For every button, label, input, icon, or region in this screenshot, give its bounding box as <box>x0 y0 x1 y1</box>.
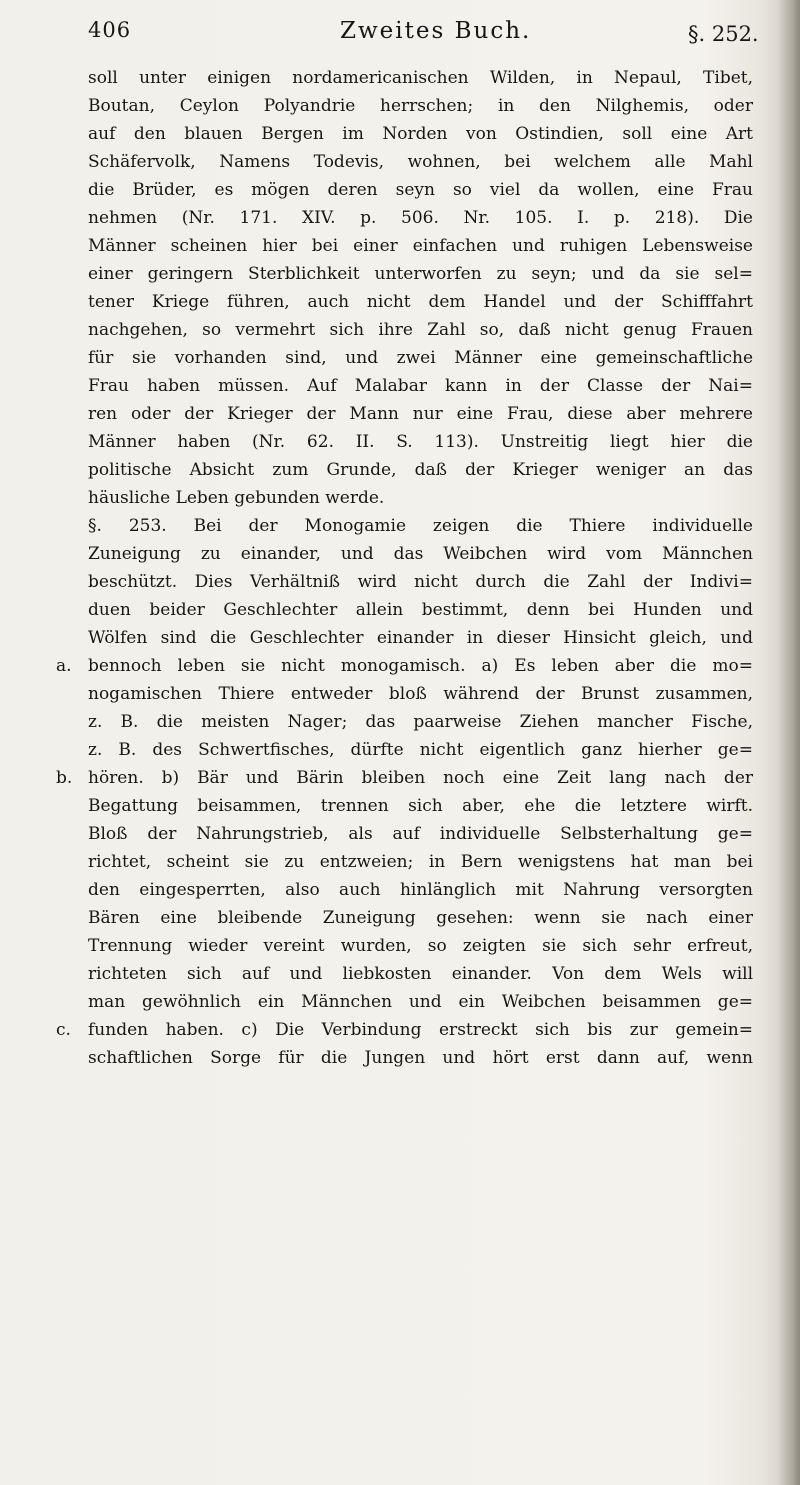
text-line: ren oder der Krieger der Mann nur eine Frau, diese aber mehrere <box>88 404 753 424</box>
text-line: häusliche Leben gebunden werde. <box>88 488 385 508</box>
text-line: politische Absicht zum Grunde, daß der Krieger weniger an das <box>88 460 753 480</box>
text-line: richteten sich auf und liebkosten einander. Von dem Wels will <box>88 964 753 984</box>
text-line: Frau haben müssen. Auf Malabar kann in der Classe der Nai= <box>88 376 753 396</box>
section-reference: §. 252. <box>688 22 759 46</box>
text-line: Männer scheinen hier bei einer einfachen und ruhigen Lebensweise <box>88 236 753 256</box>
text-line: Männer haben (Nr. 62. II. S. 113). Unstreitig liegt hier die <box>88 432 753 452</box>
text-line: beschützt. Dies Verhältniß wird nicht durch die Zahl der Indivi= <box>88 572 753 592</box>
text-line: Trennung wieder vereint wurden, so zeigten sie sich sehr erfreut, <box>88 936 753 956</box>
text-line: Wölfen sind die Geschlechter einander in dieser Hinsicht gleich, und <box>88 628 753 648</box>
text-line: tener Kriege führen, auch nicht dem Handel und der Schifffahrt <box>88 292 753 312</box>
marginal-note-b: b. <box>56 768 73 788</box>
marginal-note-c: c. <box>56 1020 71 1040</box>
text-line: Zuneigung zu einander, und das Weibchen wird vom Männchen <box>88 544 753 564</box>
text-line: bennoch leben sie nicht monogamisch. a) Es leben aber die mo= <box>88 656 753 676</box>
text-line: nehmen (Nr. 171. XIV. p. 506. Nr. 105. I. p. 218). Die <box>88 208 753 228</box>
text-line: richtet, scheint sie zu entzweien; in Bern wenigstens hat man bei <box>88 852 753 872</box>
text-line: hören. b) Bär und Bärin bleiben noch eine Zeit lang nach der <box>88 768 753 788</box>
text-line: nachgehen, so vermehrt sich ihre Zahl so, daß nicht genug Frauen <box>88 320 753 340</box>
text-line: auf den blauen Bergen im Norden von Ostindien, soll eine Art <box>88 124 753 144</box>
running-title: Zweites Buch. <box>340 18 532 44</box>
text-line: Schäfervolk, Namens Todevis, wohnen, bei welchem alle Mahl <box>88 152 753 172</box>
text-line: soll unter einigen nordamericanischen Wilden, in Nepaul, Tibet, <box>88 68 753 88</box>
text-line: z. B. des Schwertfisches, dürfte nicht eigentlich ganz hierher ge= <box>88 740 753 760</box>
text-line: Boutan, Ceylon Polyandrie herrschen; in den Nilghemis, oder <box>88 96 753 116</box>
section-heading-line: §. 253. Bei der Monogamie zeigen die Thiere individuelle <box>88 516 753 536</box>
body-text <box>88 64 753 1072</box>
page-edge-shadow <box>778 0 800 1485</box>
text-line: nogamischen Thiere entweder bloß während der Brunst zusammen, <box>88 684 753 704</box>
text-line: z. B. die meisten Nager; das paarweise Ziehen mancher Fische, <box>88 712 753 732</box>
marginal-note-a: a. <box>56 656 72 676</box>
text-line: die Brüder, es mögen deren seyn so viel da wollen, eine Frau <box>88 180 753 200</box>
text-line: Bloß der Nahrungstrieb, als auf individuelle Selbsterhaltung ge= <box>88 824 753 844</box>
text-line: den eingesperrten, also auch hinlänglich mit Nahrung versorgten <box>88 880 753 900</box>
running-head <box>88 18 768 58</box>
text-line: einer geringern Sterblichkeit unterworfen zu seyn; und da sie sel= <box>88 264 753 284</box>
text-line: Bären eine bleibende Zuneigung gesehen: wenn sie nach einer <box>88 908 753 928</box>
text-line: duen beider Geschlechter allein bestimmt, denn bei Hunden und <box>88 600 753 620</box>
text-line: man gewöhnlich ein Männchen und ein Weibchen beisammen ge= <box>88 992 753 1012</box>
text-line: funden haben. c) Die Verbindung erstreckt sich bis zur gemein= <box>88 1020 753 1040</box>
text-line: Begattung beisammen, trennen sich aber, ehe die letztere wirft. <box>88 796 753 816</box>
page-number: 406 <box>88 18 132 42</box>
text-line: schaftlichen Sorge für die Jungen und hört erst dann auf, wenn <box>88 1048 753 1068</box>
text-line: für sie vorhanden sind, und zwei Männer eine gemeinschaftliche <box>88 348 753 368</box>
